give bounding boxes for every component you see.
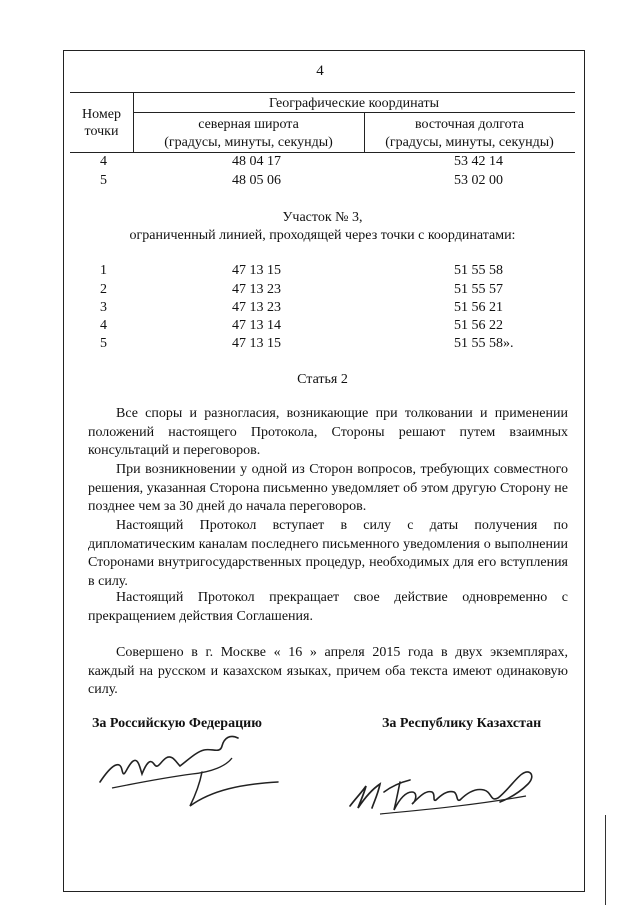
list-item-point: 4: [100, 318, 107, 333]
list-item-lon: 51 55 58».: [454, 336, 514, 351]
signature-right-image: [340, 748, 550, 828]
list-item-lon: 51 55 57: [454, 282, 503, 297]
table-row-lon: 53 42 14: [454, 154, 503, 169]
paragraph-1: [88, 405, 568, 461]
scan-artifact-line: [605, 815, 606, 905]
list-item-lat: 47 13 23: [232, 300, 281, 315]
header-east-units: (градусы, минуты, секунды): [385, 135, 554, 150]
list-item-point: 3: [100, 300, 107, 315]
paragraph-1-text: Все споры и разногласия, возникающие при толковании и применении положений настоящего Протокола, Стороны решают путем взаимных консультаций и переговоров.: [88, 406, 568, 458]
header-point-line1: Номер: [82, 107, 121, 122]
list-item-lon: 51 56 21: [454, 300, 503, 315]
list-item-point: 1: [100, 263, 107, 278]
table-row-point: 4: [100, 154, 107, 169]
table-row-lon: 53 02 00: [454, 173, 503, 188]
header-point-line2: точки: [84, 124, 119, 139]
header-geo: Географические координаты: [269, 96, 439, 111]
header-north: северная широта: [198, 117, 299, 132]
table-geo-rule: [133, 112, 575, 113]
list-item-lat: 47 13 14: [232, 318, 281, 333]
paragraph-4: [88, 589, 568, 626]
list-item-lon: 51 55 58: [454, 263, 503, 278]
article-title: Статья 2: [297, 372, 348, 387]
table-row-lat: 48 05 06: [232, 173, 281, 188]
paragraph-5-text: Совершено в г. Москве « 16 » апреля 2015 года в двух экземплярах, каждый на русском и казахском языках, причем оба текста имеют одинаковую силу.: [88, 645, 568, 697]
table-row-lat: 48 04 17: [232, 154, 281, 169]
table-top-rule: [70, 92, 575, 93]
signature-left-label: За Российскую Федерацию: [92, 716, 262, 731]
signature-right-label: За Республику Казахстан: [382, 716, 542, 731]
paragraph-2-text: При возникновении у одной из Сторон вопросов, требующих совместного решения, указанная Сторона письменно уведомляет об этом другую Сторону не позднее чем за 30 дней до начала переговоров.: [88, 462, 568, 514]
list-item-lat: 47 13 15: [232, 336, 281, 351]
header-east: восточная долгота: [415, 117, 524, 132]
list-item-point: 2: [100, 282, 107, 297]
paragraph-2: [88, 461, 568, 517]
paragraph-3-text: Настоящий Протокол вступает в силу с даты получения по дипломатическим каналам последнего письменного уведомления о выполнении Сторонами внутригосударственных процедур, необходимых для его вступления в силу.: [88, 518, 568, 589]
table-row-point: 5: [100, 173, 107, 188]
section-title: Участок № 3,: [282, 210, 363, 225]
header-north-units: (градусы, минуты, секунды): [164, 135, 333, 150]
paragraph-4-text: Настоящий Протокол прекращает свое действие одновременно с прекращением действия Соглашения.: [88, 590, 568, 624]
list-item-lat: 47 13 23: [232, 282, 281, 297]
section-subtitle: ограниченный линией, проходящей через точки с координатами:: [129, 228, 516, 243]
page-number: 4: [316, 63, 324, 79]
paragraph-5: [88, 644, 568, 700]
list-item-lon: 51 56 22: [454, 318, 503, 333]
list-item-point: 5: [100, 336, 107, 351]
list-item-lat: 47 13 15: [232, 263, 281, 278]
signature-left-image: [92, 724, 292, 814]
paragraph-3: [88, 517, 568, 591]
